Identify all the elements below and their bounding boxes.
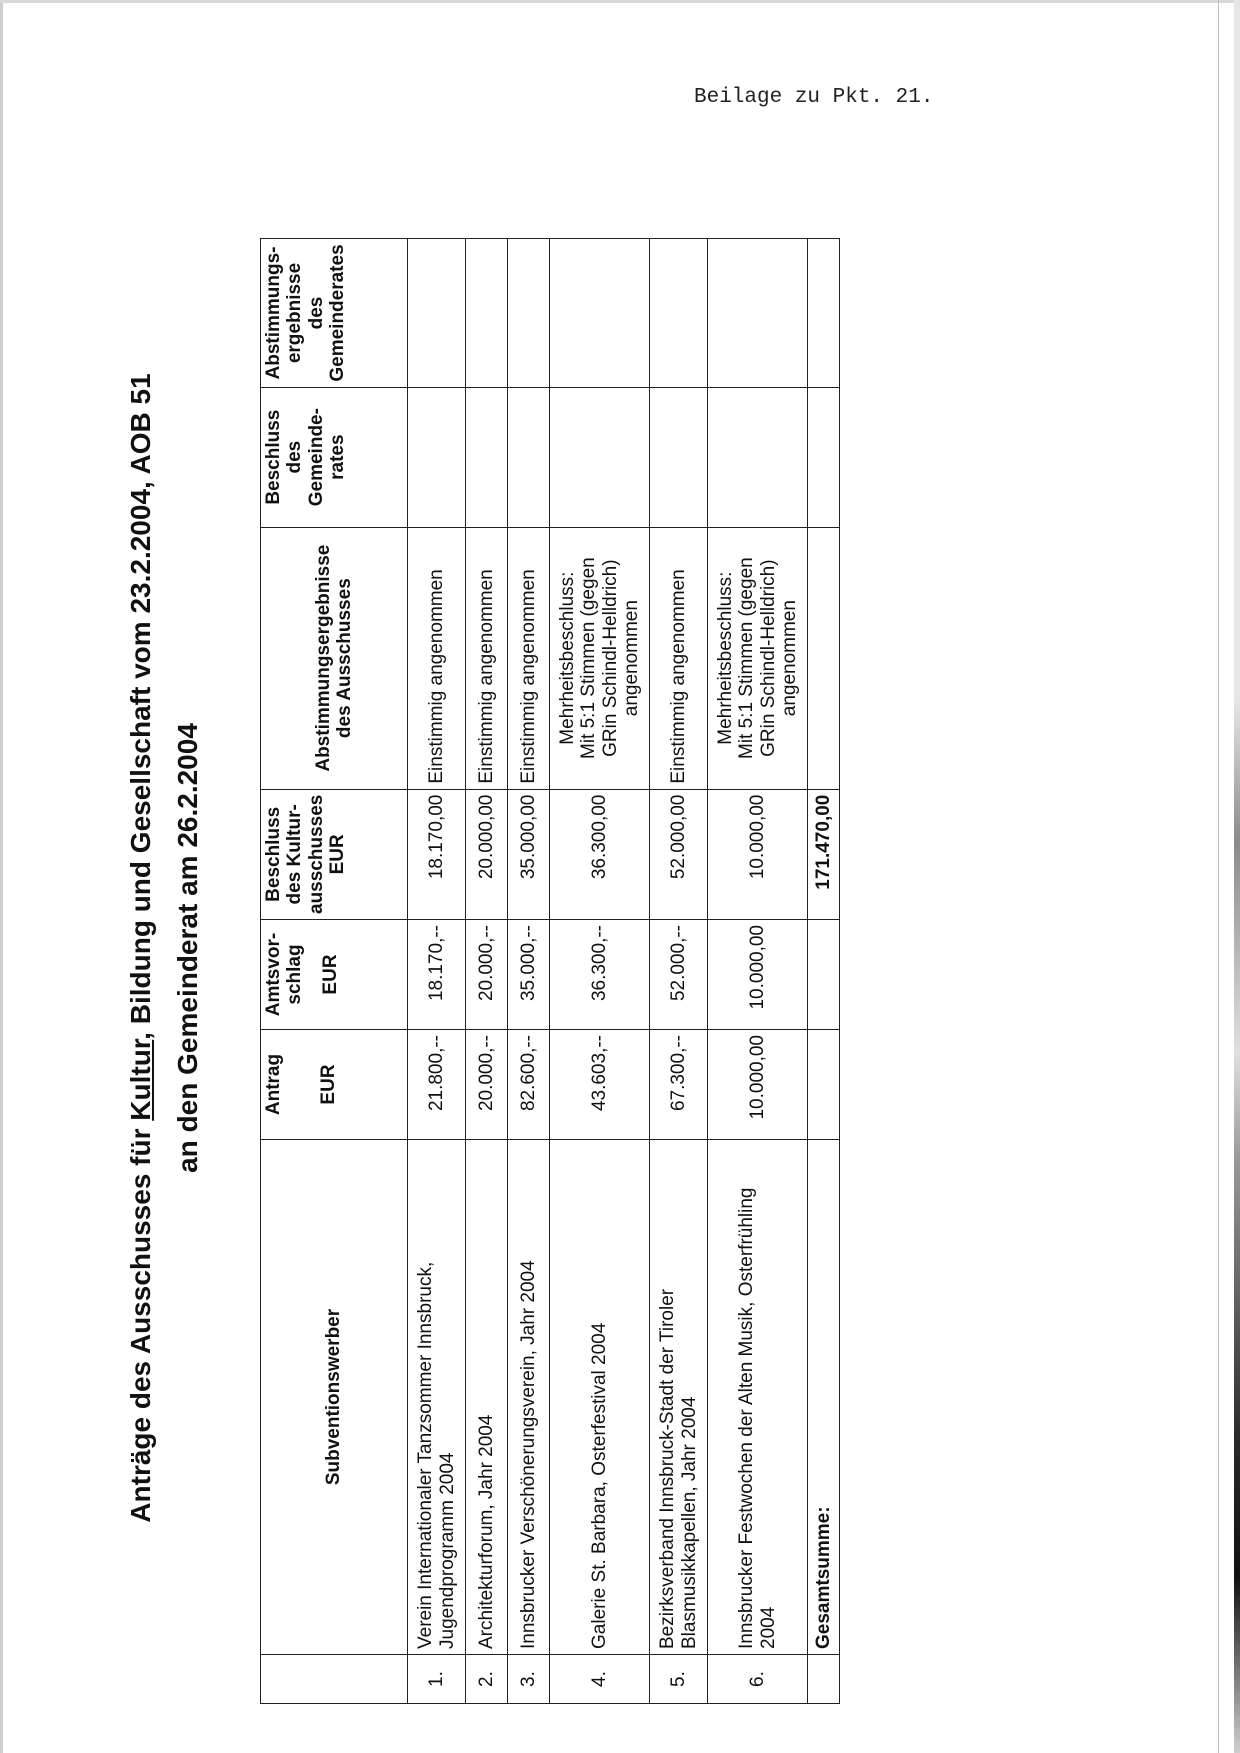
total-committee: 171.470,00 <box>808 789 840 919</box>
row-committee-vote: Einstimmig angenommen <box>508 527 550 789</box>
row-applicant: Galerie St. Barbara, Osterfestival 2004 <box>550 1140 650 1655</box>
row-office: 52.000,-- <box>650 920 708 1030</box>
row-council-decision <box>408 387 466 527</box>
row-council-decision <box>508 387 550 527</box>
total-number-cell <box>808 1655 840 1704</box>
row-number: 1. <box>408 1655 466 1704</box>
scan-rule-right <box>1218 0 1219 1753</box>
row-council-vote <box>708 239 808 387</box>
row-number: 6. <box>708 1655 808 1704</box>
row-committee-vote: Mehrheitsbeschluss: Mit 5:1 Stimmen (gegen GRin Schindl-Helldrich) angenommen <box>550 527 650 789</box>
row-request: 82.600,-- <box>508 1030 550 1140</box>
total-council-vote-cell <box>808 239 840 387</box>
row-request: 21.800,-- <box>408 1030 466 1140</box>
row-committee: 10.000,00 <box>708 789 808 919</box>
table-row <box>466 239 508 1704</box>
row-committee-vote: Einstimmig angenommen <box>650 527 708 789</box>
row-number: 5. <box>650 1655 708 1704</box>
row-request: 10.000,00 <box>708 1030 808 1140</box>
grants-table <box>260 238 840 1704</box>
row-council-decision <box>550 387 650 527</box>
scan-edge-right <box>1234 0 1240 1753</box>
row-request: 67.300,-- <box>650 1030 708 1140</box>
row-council-vote <box>650 239 708 387</box>
table-row <box>650 239 708 1704</box>
header-request <box>261 1030 408 1140</box>
header-office <box>261 920 408 1030</box>
annex-note: Beilage zu Pkt. 21. <box>694 86 934 109</box>
row-committee: 20.000,00 <box>466 789 508 919</box>
header-office-label: Amtsvor- schlag <box>263 932 306 1017</box>
total-row <box>808 239 840 1704</box>
scan-edge-left <box>0 0 3 1753</box>
document-subtitle: an den Gemeinderat am 26.2.2004 <box>172 723 203 1173</box>
table-header-row <box>261 239 408 1704</box>
header-committee-unit: EUR <box>326 834 348 875</box>
row-office: 10.000,00 <box>708 920 808 1030</box>
title-prefix: Anträge des Ausschusses für <box>125 1120 156 1523</box>
row-council-vote <box>466 239 508 387</box>
scan-edge-top <box>0 0 1240 3</box>
header-request-label: Antrag <box>263 1053 284 1116</box>
total-office-cell <box>808 920 840 1030</box>
row-office: 36.300,-- <box>550 920 650 1030</box>
row-council-vote <box>550 239 650 387</box>
header-number <box>261 1655 408 1704</box>
row-committee-vote: Einstimmig angenommen <box>408 527 466 789</box>
table-row <box>708 239 808 1704</box>
total-council-decision-cell <box>808 387 840 527</box>
row-committee: 35.000,00 <box>508 789 550 919</box>
row-committee-vote: Einstimmig angenommen <box>466 527 508 789</box>
row-applicant: Bezirksverband Innsbruck-Stadt der Tiroler Blasmusikkapellen, Jahr 2004 <box>650 1140 708 1655</box>
row-request: 20.000,-- <box>466 1030 508 1140</box>
header-council-vote: Abstimmungs- ergebnisse des Gemeinderates <box>261 239 408 387</box>
row-applicant: Architekturforum, Jahr 2004 <box>466 1140 508 1655</box>
row-number: 3. <box>508 1655 550 1704</box>
title-underlined: Kultur <box>125 1039 156 1121</box>
row-council-decision <box>466 387 508 527</box>
row-office: 35.000,-- <box>508 920 550 1030</box>
row-committee: 36.300,00 <box>550 789 650 919</box>
row-applicant: Innsbrucker Verschönerungsverein, Jahr 2004 <box>508 1140 550 1655</box>
header-request-unit: EUR <box>318 1064 340 1105</box>
document-title <box>125 168 157 1728</box>
total-request-cell <box>808 1030 840 1140</box>
header-committee <box>261 789 408 919</box>
header-applicant-label: Subventionswerber <box>323 1308 345 1486</box>
row-request: 43.603,-- <box>550 1030 650 1140</box>
row-office: 20.000,-- <box>466 920 508 1030</box>
rotated-page <box>95 168 975 1728</box>
row-committee: 52.000,00 <box>650 789 708 919</box>
row-council-decision <box>650 387 708 527</box>
row-council-vote <box>408 239 466 387</box>
total-vote-cell <box>808 527 840 789</box>
row-council-vote <box>508 239 550 387</box>
header-office-unit: EUR <box>319 954 341 995</box>
total-label: Gesamtsumme: <box>808 1140 840 1655</box>
row-applicant: Innsbrucker Festwochen der Alten Musik, Osterfrühling 2004 <box>708 1140 808 1655</box>
header-applicant <box>261 1140 408 1655</box>
header-committee-vote: Abstimmungsergebnisse des Ausschusses <box>261 527 408 789</box>
row-number: 4. <box>550 1655 650 1704</box>
table-row <box>408 239 466 1704</box>
row-committee: 18.170,00 <box>408 789 466 919</box>
row-applicant: Verein Internationaler Tanzsommer Innsbruck, Jugendprogramm 2004 <box>408 1140 466 1655</box>
title-suffix: , Bildung und Gesellschaft vom 23.2.2004, AOB 51 <box>125 373 156 1040</box>
header-committee-label: Beschluss des Kultur- ausschusses <box>263 794 327 914</box>
row-committee-vote: Mehrheitsbeschluss: Mit 5:1 Stimmen (gegen GRin Schindl-Helldrich) angenommen <box>708 527 808 789</box>
table-row <box>550 239 650 1704</box>
table-row <box>508 239 550 1704</box>
row-council-decision <box>708 387 808 527</box>
row-office: 18.170,-- <box>408 920 466 1030</box>
header-council-decision: Beschluss des Gemeinde- rates <box>261 387 408 527</box>
row-number: 2. <box>466 1655 508 1704</box>
